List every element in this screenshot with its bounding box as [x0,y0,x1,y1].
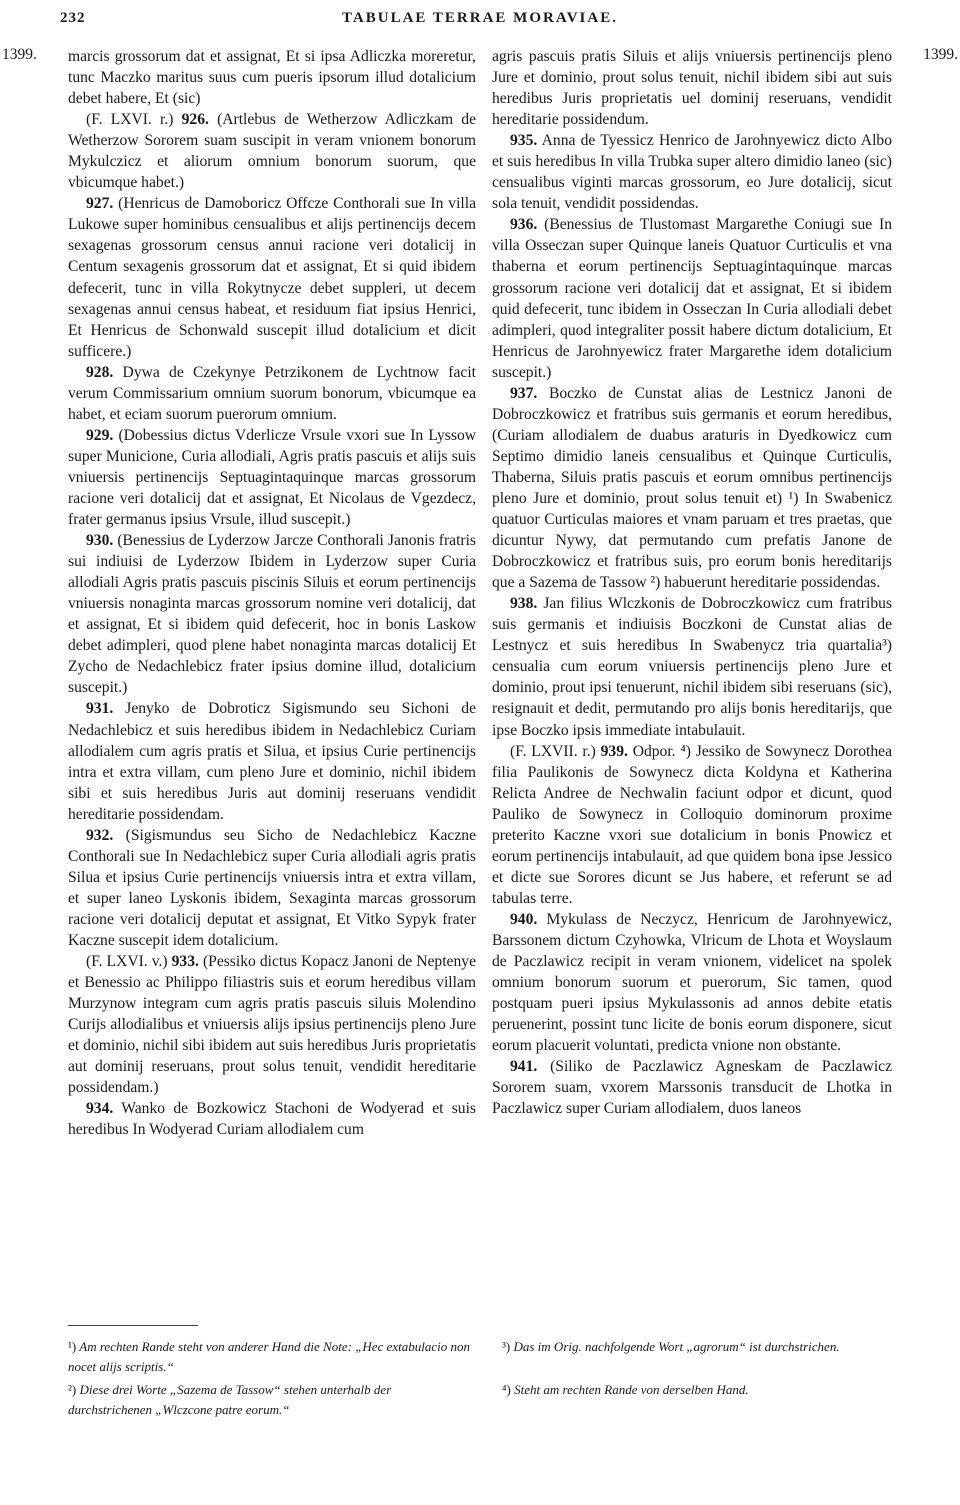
entry-paragraph [68,362,476,425]
entry-text: (Artlebus de Wetherzow Adliczkam de Wetherzow Sororem suam suscipit in veram vnionem bonorum Mykulczicz et aliorum omnium bonorum suorum, que vbicumque habet.) [68,111,476,192]
folio-reference: (F. LXVI. v.) [86,953,172,971]
entry-number: 927. [86,195,114,213]
entry-number: 930. [86,532,114,550]
entry-paragraph [68,825,476,951]
page-header [60,10,900,36]
folio-reference: (F. LXVI. r.) [86,111,182,129]
entry-number: 935. [510,132,538,150]
margin-year-left: 1399. [2,46,37,63]
entry-paragraph [492,741,892,909]
entry-paragraph [68,530,476,698]
entry-text: (Henricus de Damoboricz Offcze Conthorali sue In villa Lukowe super hominibus censualibus et alijs pertinencijs decem sexagenas grossorum census annui racione veri dotalicij in Centum sexagenis grossorum dat et assignat, Et si quid ibidem defecerit, tunc in villa Rokytnycze debet suppleri, ut decem sexagenas annui census habeat, et residuum fiat ipsius Henrici, Et Henricus de Schonwald suscepit illud dotalicium et dicit sufficere.) [68,195,476,360]
footnote-4-text: Steht am rechten Rande von derselben Hand. [510,1382,749,1397]
right-column [492,46,892,1119]
entry-text: Dywa de Czekynye Petrzikonem de Lychtnow facit verum Commissarium omnium suorum bonorum, vbicumque ea habet, et eciam suorum puerorum omnium. [68,363,476,423]
footnote-4 [502,1380,892,1400]
entry-text: Jenyko de Dobroticz Sigismundo seu Sichoni de Nedachlebicz et suis heredibus ibidem in Nedachlebicz Curiam allodialem cum agris pratis et Silua, et ipsius Curie pertinencijs intra et extra villam, cum pleno Jure et dominio, nichil ibidem sibi et suis heredibus Juris aut dominij reseruans vendidit hereditarie possidendam. [68,700,476,823]
footnote-3-mark: ³) [502,1339,511,1354]
entry-number: 938. [510,595,538,613]
footnote-1 [68,1337,478,1377]
entry-text: (Sigismundus seu Sicho de Nedachlebicz Kaczne Conthorali sue In Nedachlebicz super Curia allodiali agris pratis Silua et ipsius Curie pertinencijs vniuersis intra et extra villam, et super laneo Lyskonis ibidem, Sexaginta marcas grossorum racione veri dotalicij deputat et assignat, Et Vitko Sypyk frater Kaczne suscepit idem dotalicium. [68,826,476,949]
footnote-3 [502,1337,892,1357]
footnote-1-mark: ¹) [68,1339,77,1354]
entry-paragraph [68,1098,476,1140]
running-title: TABULAE TERRAE MORAVIAE. [342,10,618,26]
folio-reference: (F. LXVII. r.) [510,742,601,760]
entry-paragraph [68,698,476,824]
entry-text: Mykulass de Neczycz, Henricum de Jarohnyewicz, Barssonem dictum Czyhowka, Vlricum de Lhota et Woyslaum de Paczlawicz recipit in veram vnionem, videlicet na spolek omnium bonorum suorum et puerorum, Sic tamen, quod postquam pueri ipsius Mykulassonis ad annos debite etatis peruenerint, possint tunc licite de bonis eorum disponere, sicut eorum placuerit voluntati, predicta vnione non obstante. [492,910,892,1055]
entry-text: (Siliko de Paczlawicz Agneskam de Paczlawicz Sororem suam, vxorem Marssonis transducit de Lhotka in Paczlawicz super Curiam allodialem, duos laneos [492,1058,892,1118]
entry-paragraph [492,1056,892,1119]
entry-number: 940. [510,910,538,928]
entry-text: Boczko de Cunstat alias de Lestnicz Janoni de Dobroczkowicz et fratribus suis germanis et eorum heredibus, (Curiam allodialem de duabus araturis in Dyedkowicz cum Septimo dimidio laneis censualibus et Quinque Curticulis, Thaberna, Siluis pratis pascuis et eorum omnibus pertinencijs pleno Jure et dominio, prout solus tenuit et) ¹) In Swabenicz quatuor Curticulas maiores et vnam paruam et tres praetas, que dicuntur Nywy, dat permutando cum prefatis Janone de Dobroczkowicz et fratribus suis, pro eorum bonis hereditarijs que a Sazema de Tassow ²) habuerunt hereditarie possidendas. [492,384,892,592]
entry-paragraph [68,193,476,361]
footnote-rule [68,1325,198,1326]
footnote-2-text: Diese drei Worte „Sazema de Tassow“ stehen unterhalb der durchstrichenen „Wlczcone patre eorum.“ [68,1382,392,1417]
entry-paragraph [492,909,892,1056]
entry-paragraph [492,383,892,593]
entry-paragraph [492,214,892,382]
entry-text: (Dobessius dictus Vderlicze Vrsule vxori sue In Lyssow super Municione, Curia allodiali, Agris pratis pascuis et alijs suis vniuersis pertinencijs Septuagintaquinque marcas grossorum racione veri dotalicij dat et assignat, Et Nicolaus de Vgezdecz, frater germanus ipsius Vrsule, illud suscepit.) [68,426,476,529]
entry-text: Wanko de Bozkowicz Stachoni de Wodyerad et suis heredibus In Wodyerad Curiam allodialem cum [68,1100,476,1139]
entry-number: 926. [181,111,209,129]
entry-text: Jan filius Wlczkonis de Dobroczkowicz cum fratribus suis germanis et indiuisis Boczkoni de Cunstat alias de Lestnycz et suis heredibus In Swabenycz tria quartalia³) censualia cum eorum vniuersis pertinencijs pleno Jure et dominio, prout ipsi tenuerunt, nichil ibidem sibi reseruans (sic), resignauit et dedit, permutando pro alijs bonis hereditarijs, que ipse Boczko ipsis immediate intabulauit. [492,595,892,739]
entry-text: (Pessiko dictus Kopacz Janoni de Neptenye et Benessio ac Philippo filiastris suis et eorum heredibus villam Murzynow integram cum agris pratis pascuis siluis Molendino Curijs allodialibus et vniuersis alijs ipsius pertinencijs pleno Jure et dominio, nichil sibi ibidem aut suis heredibus Juris proprietatis aut dominij reseruans, prout solus tenuit, vendidit hereditarie possidendam.) [68,953,476,1097]
entry-number: 939. [600,742,628,760]
page-number: 232 [60,10,86,26]
entry-paragraph [68,425,476,530]
entry-number: 931. [86,700,114,718]
footnote-1-text: Am rechten Rande steht von anderer Hand die Note: „Hec extabulacio non nocet alijs scriptis.“ [68,1339,470,1374]
entry-paragraph [492,46,892,130]
entry-paragraph [68,46,476,109]
margin-year-right: 1399. [923,46,958,63]
entry-number: 929. [86,426,114,444]
entry-number: 933. [171,953,199,971]
footnote-4-mark: ⁴) [502,1382,511,1397]
entry-text: Anna de Tyessicz Henrico de Jarohnyewicz dicto Albo et suis heredibus In villa Trubka super altero dimidio laneo (sic) censualibus viginti marcas grossorum, eo Jure dotalicij, sicut sola tenuit, vendidit possidendas. [492,132,892,213]
entry-paragraph [68,109,476,193]
footnote-2-mark: ²) [68,1382,77,1397]
entry-paragraph [68,951,476,1098]
footnote-3-text: Das im Orig. nachfolgende Wort „agrorum“ ist durchstrichen. [510,1339,840,1354]
entry-text: (Benessius de Tlustomast Margarethe Coniugi sue In villa Osseczan super Quinque laneis Quatuor Curticulis et vna thaberna et eorum pertinencijs Septuagintaquinque marcas grossorum racione veri dotalicij dat et assignat, Et si ibidem quid defecerit, tunc ibidem in Osseczan In Curia allodiali debet adimpleri, quod integraliter possit habere dictum dotalicium, Et Henricus de Jarohnyewicz frater Margarethe idem dotalicium suscepit.) [492,216,892,381]
entry-number: 941. [510,1058,538,1076]
entry-text: (Benessius de Lyderzow Jarcze Conthorali Janonis fratris sui indiuisi de Lyderzow Ibidem in Lyderzow super Curia allodiali Agris pratis pascuis piscinis Siluis et eorum pertinencijs vniuersis nonaginta marcas grossorum nomine veri dotalicij, dat et assignat, Et si ibidem quid defecerit, hoc in bonis Laskow debet adimpleri, quod plene habet nonaginta marcas dotalicij Et Zycho de Nedachlebicz frater ipsius domine illud, dotalicium suscepit.) [68,532,476,697]
entry-paragraph [492,130,892,214]
entry-number: 932. [86,826,114,844]
left-column [68,46,476,1140]
entry-number: 928. [86,363,114,381]
entry-text: Odpor. ⁴) Jessiko de Sowynecz Dorothea filia Paulikonis de Sowynecz dicta Koldyna et Katherina Relicta Andree de Nechwalin faciunt odpor et dicunt, quod Pauliko de Sowynecz in Colloquio dominorum proxime preterito Kaczne vxori sue dotalicium in bonis Pnowicz et eorum pertinencijs intabulauit, ad que quidem bona ipse Jessico et dicte sue Sorores dicunt se Jus habere, et referunt se ad tabulas terre. [492,742,892,907]
footnote-2 [68,1380,478,1420]
entry-paragraph [492,593,892,740]
entry-text: agris pascuis pratis Siluis et alijs vniuersis pertinencijs pleno Jure et dominio, prout solus tenuit, nichil ibidem sibi aut suis heredibus Juris proprietatis uel dominij reseruans, vendidit hereditarie possidendum. [492,48,892,129]
entry-text: marcis grossorum dat et assignat, Et si ipsa Adliczka moreretur, tunc Maczko maritus suus cum pueris ipsorum illud dotalicium debet habere, Et (sic) [68,48,476,108]
entry-number: 937. [510,384,538,402]
entry-number: 936. [510,216,538,234]
entry-number: 934. [86,1100,114,1118]
